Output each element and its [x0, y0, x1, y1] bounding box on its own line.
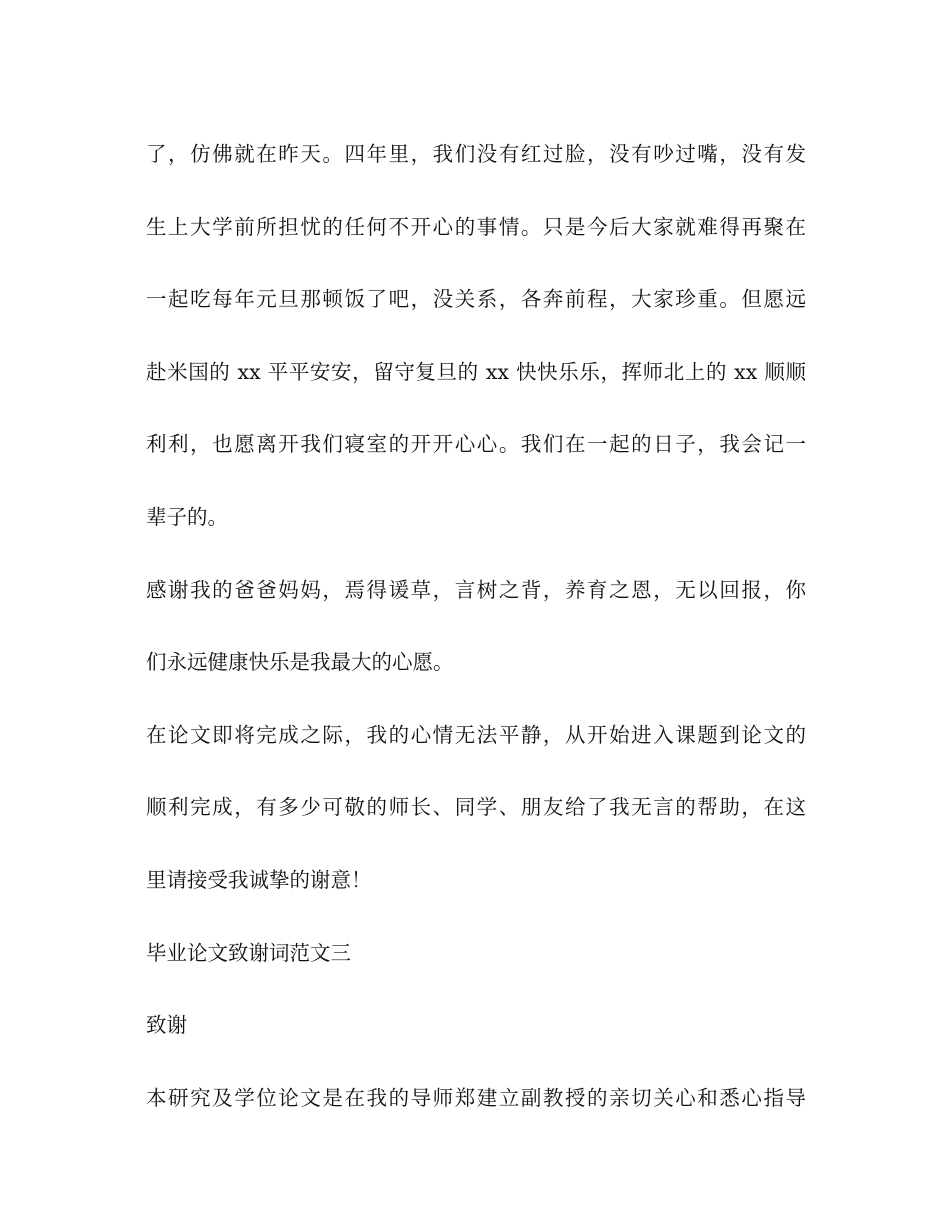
text-line: 感谢我的爸爸妈妈，焉得谖草，言树之背，养育之恩，无以回报，你	[146, 577, 806, 602]
heading-line: 致谢	[146, 1013, 187, 1038]
text-line: 在论文即将完成之际，我的心情无法平静，从开始进入课题到论文的	[146, 722, 806, 747]
text-line: 本研究及学位论文是在我的导师郑建立副教授的亲切关心和悉心指导	[146, 1085, 806, 1110]
document-body	[146, 118, 806, 1134]
text-line: 了，仿佛就在昨天。四年里，我们没有红过脸，没有吵过嘴，没有发	[146, 142, 806, 166]
text-line: 赴米国的 xx 平平安安，留守复旦的 xx 快快乐乐，挥师北上的 xx 顺顺	[146, 359, 806, 384]
text-line: 生上大学前所担忧的任何不开心的事情。只是今后大家就难得再聚在	[146, 214, 806, 239]
paragraph-advisor	[146, 1062, 806, 1135]
heading-line: 毕业论文致谢词范文三	[146, 940, 351, 965]
text-line: 里请接受我诚挚的谢意！	[146, 867, 372, 892]
text-line: 利利，也愿离开我们寝室的开开心心。我们在一起的日子，我会记一	[146, 432, 806, 457]
paragraph-parents	[146, 554, 806, 699]
text-line: 们永远健康快乐是我最大的心愿。	[146, 650, 454, 675]
text-line: 一起吃每年元旦那顿饭了吧，没关系，各奔前程，大家珍重。但愿远	[146, 287, 806, 312]
paragraph-gratitude	[146, 699, 806, 917]
text-line: 辈子的。	[146, 504, 228, 529]
text-line: 顺利完成，有多少可敬的师长、同学、朋友给了我无言的帮助，在这	[146, 795, 806, 820]
paragraph-roommates	[146, 118, 806, 554]
section-heading	[146, 917, 806, 990]
subsection-heading	[146, 989, 806, 1062]
